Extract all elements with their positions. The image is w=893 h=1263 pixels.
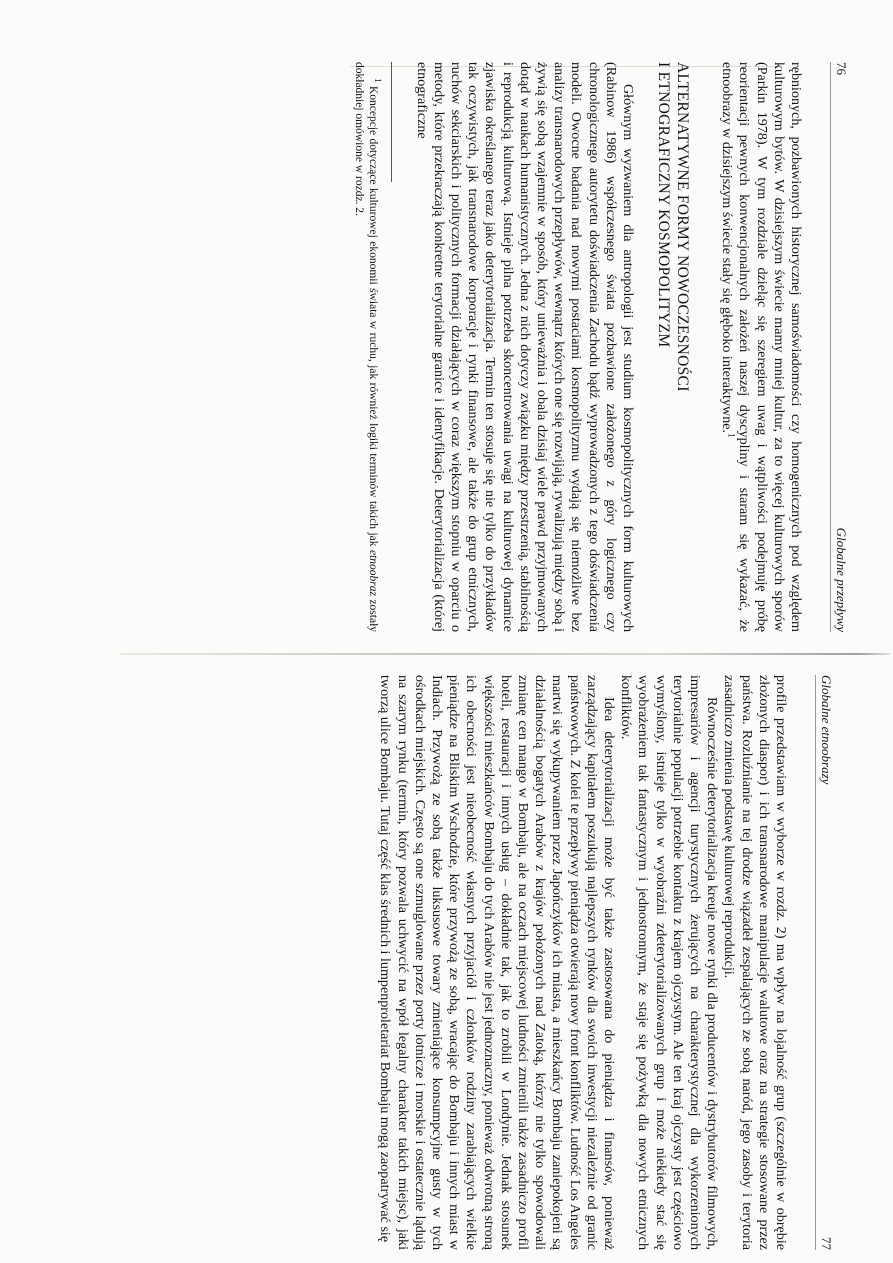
heading-line: ALTERNATYWNE FORMY NOWOCZESNOŚCI [673, 62, 691, 392]
paragraph: Głównym wyzwaniem dla antropologii jest studium kosmopolitycznych form kulturowych (Rabinow 1986) współczesnego świata pozbawione założonego z góry logicznego czy chronologicznego autorytetu doświadczenia Zachodu bądź wyprowadzonych z tego doświadczenia modeli. Owocne badania nad nowymi postaciami kosmopolityzmu wydają się niemożliwe bez analizy transnarodowych przepływów, wewnątrz których one się rozwijają, rywalizują między sobą i żywią się sobą wzajemnie w sposób, który unieważnia i obala dzisiaj wiele prawd przyjmowanych dotąd w naukach humanistycznych. Jedna z nich dotyczy związku między przestrzenią, stabilnością i reprodukcją kulturową. Istnieje pilna potrzeba skoncentrowania uwagi na kulturowej dynamice zjawiska określanego teraz jako deterytorializacja. Termin ten stosuje się nie tylko do przykładów tak oczywistych, jak transnarodowe korporacje i rynki finansowe, ale także do grup etnicznych, ruchów sekciarskich i politycznych formacji działających w coraz większym stopniu w oparciu o metody, które przekraczają konkretne terytorialne granice i identyfikacje. Deterytorializacja (której etnograficzne [413, 62, 636, 632]
running-header [830, 62, 850, 632]
page-number: 76 [834, 62, 849, 75]
running-title: Globalne przepływy [834, 527, 849, 632]
paragraph: Równocześnie deterytorializacja kreuje nowe rynki dla producentów i dystrybutorów filmowych, impresariów i agencji turystycznych żerujących na charakterystycznej dla wykorzenionych terytorialnie populacji potrzebie kontaktu z krajem ojczystym. Ale ten kraj ojczysty jest częściowo wymyślony, istnieje tylko w wyobraźni zdeterytorializowanych grup i może niekiedy stać się wyobrażeniem tak fantastycznym i jednostronnym, że staje się pożywką dla nowych etnicznych konfliktów. [618, 675, 721, 1250]
page-number: 77 [819, 1237, 834, 1250]
footnote-marker: 1 [726, 433, 737, 438]
footnote: $^1$ Koncepcje dotyczące kulturowej ekonomii świata w ruchu, jak również logiki terminów takich jak etnoobraz zostały dokładniej omówione w rozdz. 2. [352, 62, 383, 633]
book-gutter [120, 653, 890, 655]
paragraph: Idea deterytorializacji może być także zastosowana do pieniądza i finansów, ponieważ zarządzający kapitałem poszukują najlepszych rynków dla swoich inwestycji niezależnie od granic państwowych. Z kolei te przepływy pieniądza otwierają nowy front konfliktów. Ludność Los Angeles martwi się wykupywaniem przez Japończyków ich miasta, a mieszkańcy Bombaju zaniepokojeni są działalnością bogatych Arabów z krajów położonych nad Zatoką, którzy nie tylko spowodowali zmianę cen mango w Bombaju, ale na oczach miejscowej ludności zmienili także zasadniczo profil hoteli, restauracji i innych usług – dokładnie tak, jak to zrobili w Londynie. Jednak stosunek większości mieszkańców Bombaju do tych Arabów nie jest jednoznaczny, ponieważ odwrotną stroną ich obecności jest nieobecność własnych przyjaciół i członków rodziny zarabiających wielkie pieniądze na Bliskim Wschodzie, które przywożą ze sobą, wracając do Bombaju i innych miast w Indiach. Przywożą ze sobą także luksusowe towary zmieniające konsumpcyjne gusty w tych ośrodkach miejskich. Często są one szmuglowane przez porty lotnicze i morskie i ostatecznie lądują na szarym rynku (termin, który pozwala uchwycić na wpół legalny charakter takich miejsc), jaki tworzą ulice Bombaju. Tutaj część klas średnich i lumpenproletariat Bombaju mogą zaopatrywać się [377, 675, 617, 1250]
paragraph: rębnionych, pozbawionych historycznej samoświadomości czy homogenicznych pod względem kulturowym bytów. W dzisiejszym świecie mamy mniej kultur, za to więcej kulturowych sporów (Parkin 1978). W tym rozdziale dzieląc się szeregiem uwag i wątpliwości podejmuję próbę reorientacji pewnych konwencjonalnych założeń naszej dyscypliny i staram się wykazać, że etnoobrazy w dzisiejszym świecie stały się głęboko interaktywne.$^1$ [719, 62, 804, 632]
section-heading [654, 62, 692, 632]
page-77 [60, 675, 835, 1250]
heading-line: I ETNOGRAFICZNY KOSMOPOLITYZM [654, 62, 672, 348]
paragraph: profile przedstawiam w wyborze w rozdz. 2) ma wpływ na lojalność grup (szczególnie w obrębie złożonych diaspor) i ich transnarodowe manipulacje walutowe oraz na strategie stosowane przez państwa. Rozluźnianie na tej drodze wiązadeł zespalających ze sobą naród, jego zasoby i terytoria zasadniczo zmienia podstawę kulturowej reprodukcji. [721, 675, 789, 1250]
footnote-divider [391, 62, 392, 182]
running-header [815, 675, 835, 1250]
running-title: Globalne etnoobrazy [819, 675, 834, 785]
page-76 [80, 62, 850, 632]
